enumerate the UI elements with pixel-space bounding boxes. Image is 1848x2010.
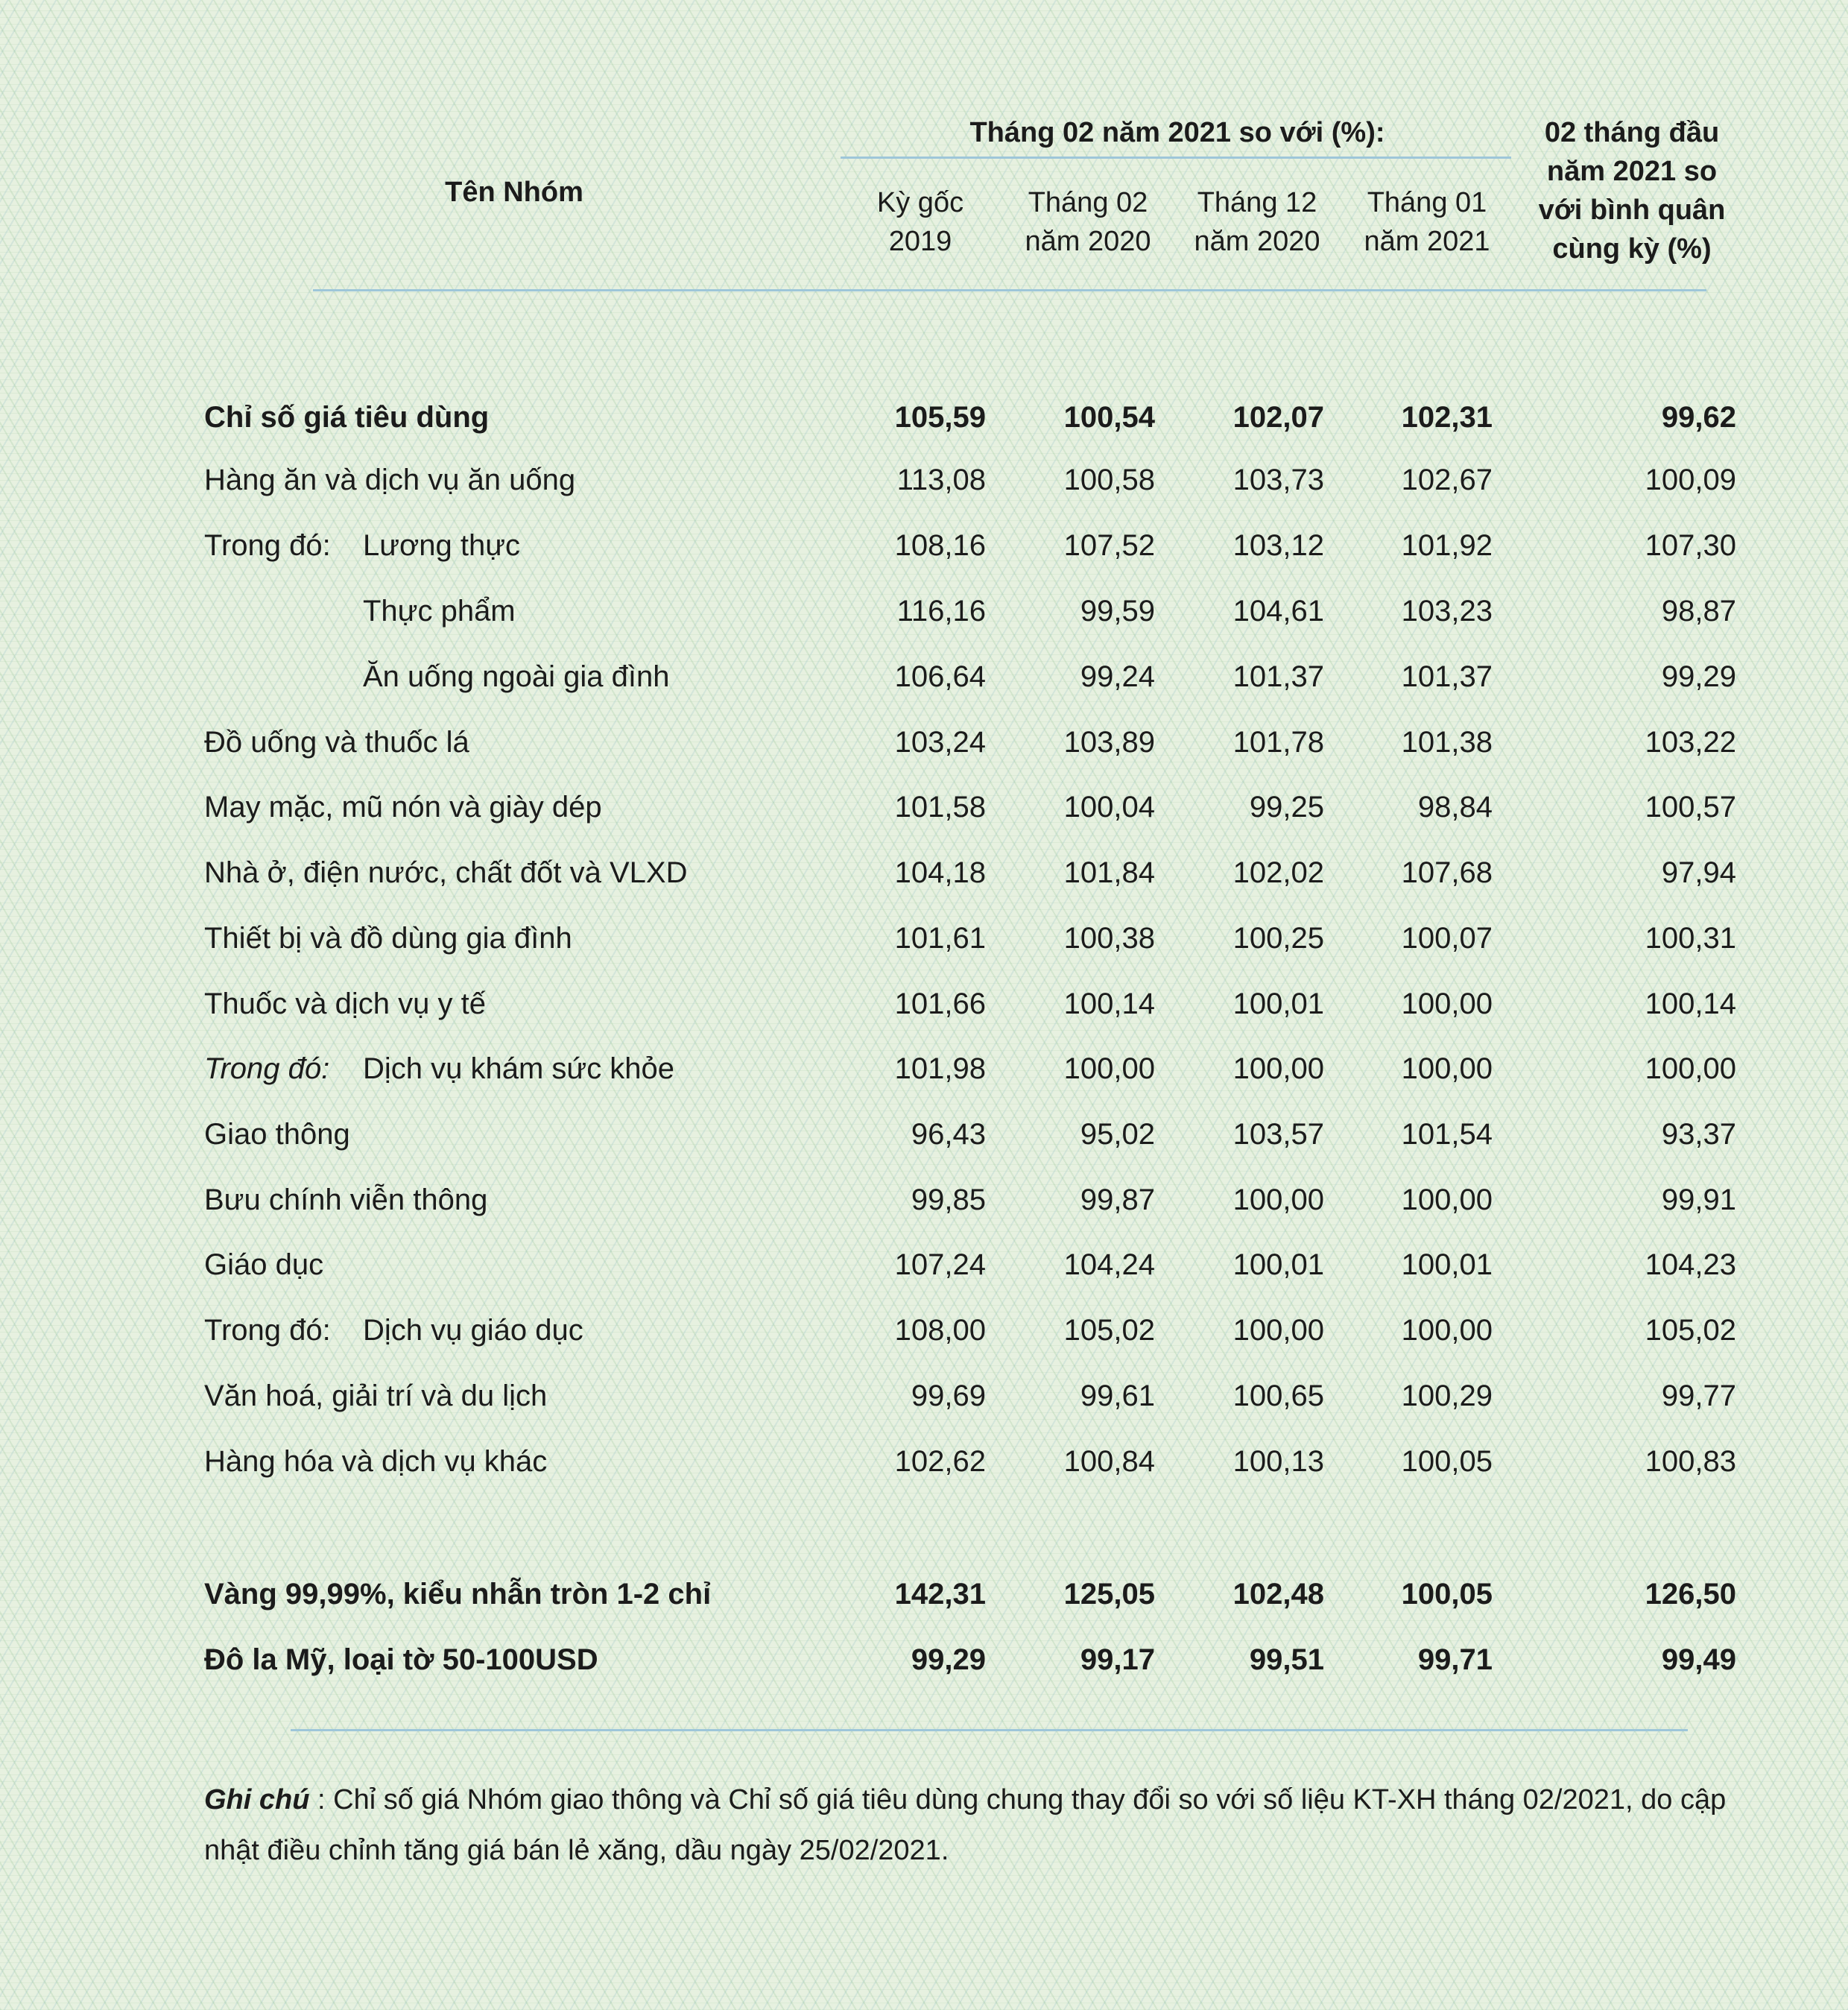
table-row	[0, 521, 1848, 570]
cell-value: 100,05	[1401, 1578, 1493, 1611]
table-row	[0, 1635, 1848, 1684]
col4-header: Tháng 01 năm 2021	[1364, 187, 1490, 257]
cell-value: 101,37	[1232, 660, 1324, 693]
row-label: Vàng 99,99%, kiểu nhẫn tròn 1-2 chỉ	[204, 1578, 712, 1611]
row-label: Bưu chính viễn thông	[204, 1183, 488, 1216]
cell-value: 105,02	[1063, 1314, 1155, 1347]
table-row	[0, 1175, 1848, 1224]
cell-value: 100,38	[1063, 922, 1155, 955]
table-row	[0, 1371, 1848, 1420]
row-label: Thuốc và dịch vụ y tế	[204, 987, 486, 1020]
row-label: Đô la Mỹ, loại tờ 50-100USD	[204, 1643, 598, 1676]
cell-value: 100,00	[1401, 1183, 1493, 1216]
cell-value: 101,61	[894, 922, 986, 955]
cell-value: 102,67	[1401, 464, 1493, 496]
cell-value: 103,89	[1063, 726, 1155, 759]
cell-value: 99,87	[1080, 1183, 1155, 1216]
cell-value: 108,00	[894, 1314, 986, 1347]
cell-value: 103,22	[1645, 726, 1736, 759]
table-row	[0, 587, 1848, 636]
cell-value: 101,78	[1232, 726, 1324, 759]
cell-value: 101,54	[1401, 1118, 1493, 1151]
table-row	[0, 718, 1848, 767]
cell-value: 95,02	[1080, 1118, 1155, 1151]
header-bottom-rule	[313, 289, 1706, 291]
cell-value: 100,07	[1401, 922, 1493, 955]
row-label: Lương thực	[363, 529, 520, 562]
table-row	[0, 652, 1848, 701]
table-row	[0, 979, 1848, 1028]
col2-header: Tháng 02 năm 2020	[1025, 187, 1151, 257]
cell-value: 100,00	[1401, 1052, 1493, 1085]
row-label: Chỉ số giá tiêu dùng	[204, 401, 490, 434]
cell-value: 99,17	[1080, 1643, 1155, 1676]
table-row	[0, 914, 1848, 963]
cell-value: 99,59	[1080, 595, 1155, 628]
row-label: Hàng ăn và dịch vụ ăn uống	[204, 464, 576, 496]
cell-value: 103,23	[1401, 595, 1493, 628]
row-label: Thực phẩm	[363, 595, 516, 628]
cell-value: 100,14	[1645, 987, 1736, 1020]
table-row	[0, 783, 1848, 832]
cell-value: 104,23	[1645, 1248, 1736, 1281]
table-row	[0, 393, 1848, 442]
cell-value: 99,29	[1661, 660, 1736, 693]
cell-value: 142,31	[894, 1578, 986, 1611]
cell-value: 100,83	[1645, 1445, 1736, 1478]
cell-value: 100,29	[1401, 1379, 1493, 1412]
row-label: Ăn uống ngoài gia đình	[363, 660, 670, 693]
table-row	[0, 1306, 1848, 1355]
cell-value: 100,00	[1401, 987, 1493, 1020]
cell-value: 104,18	[894, 856, 986, 889]
footnote-text: : Chỉ số giá Nhóm giao thông và Chỉ số giá tiêu dùng chung thay đổi so với số liệu KT-XH tháng 02/2021, do cập nhật điều chỉnh tăng giá bán lẻ xăng, dầu ngày 25/02/2021.	[204, 1784, 1727, 1866]
row-label: Nhà ở, điện nước, chất đốt và VLXD	[204, 856, 688, 889]
cell-value: 100,04	[1063, 791, 1155, 824]
cell-value: 100,14	[1063, 987, 1155, 1020]
cell-value: 99,71	[1417, 1643, 1493, 1676]
cell-value: 100,01	[1401, 1248, 1493, 1281]
name-column-header: Tên Nhóm	[445, 177, 583, 208]
cell-value: 102,48	[1232, 1578, 1324, 1611]
cell-value: 100,00	[1401, 1314, 1493, 1347]
cell-value: 99,29	[911, 1643, 986, 1676]
cell-value: 103,24	[894, 726, 986, 759]
cell-value: 101,66	[894, 987, 986, 1020]
cell-value: 100,01	[1232, 987, 1324, 1020]
cell-value: 100,00	[1232, 1183, 1324, 1216]
cell-value: 101,58	[894, 791, 986, 824]
cell-value: 100,13	[1232, 1445, 1324, 1478]
cell-value: 100,65	[1232, 1379, 1324, 1412]
cell-value: 107,24	[894, 1248, 986, 1281]
cell-value: 113,08	[896, 464, 986, 496]
table-row	[0, 1110, 1848, 1159]
cell-value: 102,62	[894, 1445, 986, 1478]
table-row	[0, 1570, 1848, 1619]
row-label: Thiết bị và đồ dùng gia đình	[204, 922, 572, 955]
cell-value: 105,02	[1645, 1314, 1736, 1347]
cell-value: 101,98	[894, 1052, 986, 1085]
cell-value: 107,52	[1063, 529, 1155, 562]
table-row	[0, 1044, 1848, 1093]
cell-value: 126,50	[1645, 1578, 1736, 1611]
row-label: Giáo dục	[204, 1248, 324, 1281]
cell-value: 100,57	[1645, 791, 1736, 824]
cell-value: 101,38	[1401, 726, 1493, 759]
cell-value: 96,43	[911, 1118, 986, 1151]
cell-value: 103,57	[1232, 1118, 1324, 1151]
row-label: Hàng hóa và dịch vụ khác	[204, 1445, 548, 1478]
cell-value: 101,92	[1401, 529, 1493, 562]
row-label: May mặc, mũ nón và giày dép	[204, 791, 602, 824]
cell-value: 100,09	[1645, 464, 1736, 496]
cell-value: 99,24	[1080, 660, 1155, 693]
cell-value: 99,91	[1661, 1183, 1736, 1216]
row-label: Giao thông	[204, 1118, 350, 1151]
cell-value: 101,37	[1401, 660, 1493, 693]
cell-value: 116,16	[896, 595, 986, 628]
group-header-rule	[841, 157, 1511, 159]
row-prefix: Trong đó:	[204, 1052, 330, 1085]
cell-value: 97,94	[1661, 856, 1736, 889]
cell-value: 99,25	[1249, 791, 1324, 824]
cell-value: 104,61	[1232, 595, 1324, 628]
cell-value: 100,54	[1063, 401, 1155, 434]
cell-value: 102,31	[1401, 401, 1493, 434]
cell-value: 100,05	[1401, 1445, 1493, 1478]
table-row	[0, 1437, 1848, 1486]
col5-header: 02 tháng đầu năm 2021 so với bình quân cùng kỳ (%)	[1538, 117, 1726, 265]
footer-rule	[291, 1729, 1688, 1731]
footnote	[204, 1774, 1754, 1876]
cell-value: 101,84	[1063, 856, 1155, 889]
group-header: Tháng 02 năm 2021 so với (%):	[969, 117, 1385, 148]
cell-value: 98,84	[1417, 791, 1493, 824]
cell-value: 108,16	[894, 529, 986, 562]
col3-header: Tháng 12 năm 2020	[1194, 187, 1320, 257]
cell-value: 104,24	[1063, 1248, 1155, 1281]
cell-value: 99,61	[1080, 1379, 1155, 1412]
cell-value: 99,51	[1249, 1643, 1324, 1676]
cell-value: 100,00	[1063, 1052, 1155, 1085]
cell-value: 102,07	[1232, 401, 1324, 434]
row-label: Đồ uống và thuốc lá	[204, 726, 469, 759]
cell-value: 99,85	[911, 1183, 986, 1216]
cell-value: 99,62	[1661, 401, 1736, 434]
cell-value: 102,02	[1232, 856, 1324, 889]
cell-value: 125,05	[1063, 1578, 1155, 1611]
cell-value: 99,49	[1661, 1643, 1736, 1676]
cell-value: 100,01	[1232, 1248, 1324, 1281]
row-prefix: Trong đó:	[204, 1314, 331, 1347]
cell-value: 100,00	[1645, 1052, 1736, 1085]
cell-value: 107,30	[1645, 529, 1736, 562]
cell-value: 100,25	[1232, 922, 1324, 955]
row-label: Dịch vụ giáo dục	[363, 1314, 583, 1347]
cell-value: 100,84	[1063, 1445, 1155, 1478]
cell-value: 103,12	[1232, 529, 1324, 562]
col1-header: Kỳ gốc 2019	[876, 187, 964, 257]
row-label: Văn hoá, giải trí và du lịch	[204, 1379, 548, 1412]
cell-value: 105,59	[894, 401, 986, 434]
row-label: Dịch vụ khám sức khỏe	[363, 1052, 675, 1085]
footnote-label: Ghi chú	[204, 1784, 310, 1815]
cell-value: 100,00	[1232, 1314, 1324, 1347]
cell-value: 103,73	[1232, 464, 1324, 496]
row-prefix: Trong đó:	[204, 529, 331, 562]
cell-value: 93,37	[1661, 1118, 1736, 1151]
cell-value: 100,31	[1645, 922, 1736, 955]
cell-value: 98,87	[1661, 595, 1736, 628]
cell-value: 107,68	[1401, 856, 1493, 889]
cell-value: 99,69	[911, 1379, 986, 1412]
cell-value: 100,58	[1063, 464, 1155, 496]
table-row	[0, 1240, 1848, 1289]
cell-value: 100,00	[1232, 1052, 1324, 1085]
cell-value: 106,64	[894, 660, 986, 693]
cell-value: 99,77	[1661, 1379, 1736, 1412]
table-row	[0, 848, 1848, 897]
table-row	[0, 455, 1848, 505]
